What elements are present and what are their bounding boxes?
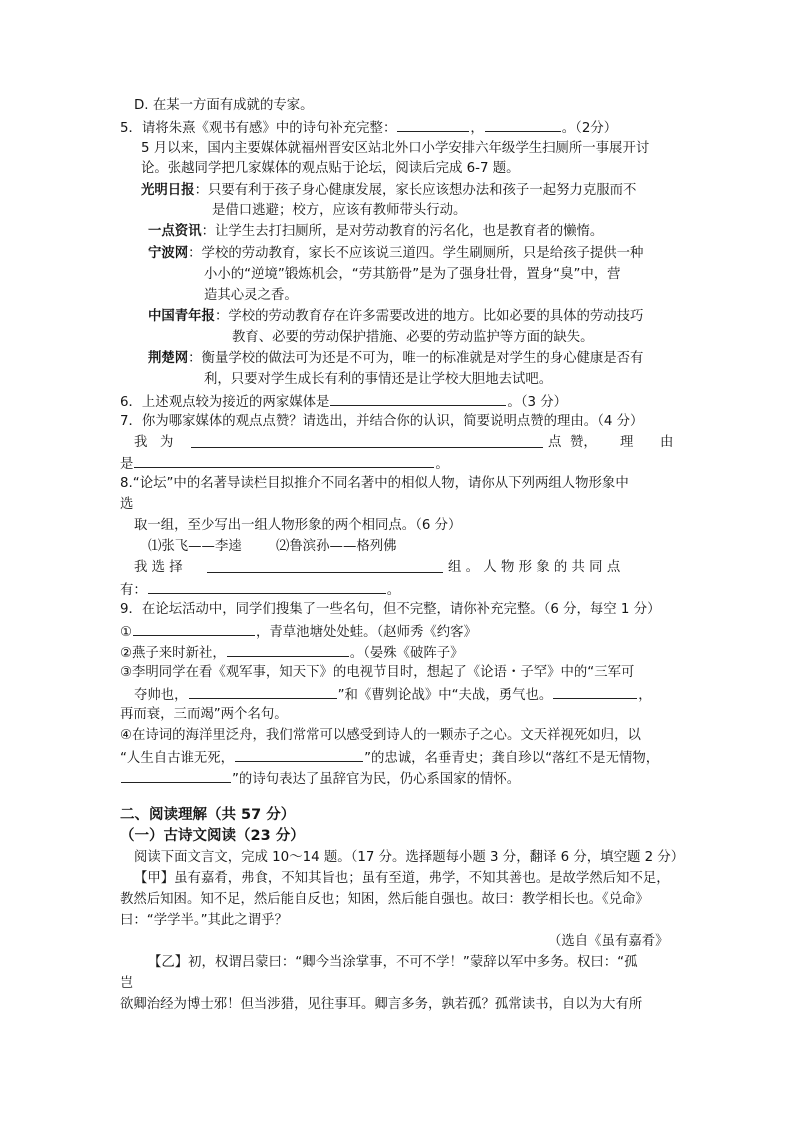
q7-shi: 是	[120, 457, 134, 472]
media-text: ：只要有利于孩子身心健康发展，家长应该想办法和孩子一起努力克服而不	[194, 183, 637, 198]
jia-line-3: 曰：“学学半。”其此之谓乎？	[120, 913, 288, 928]
media-ningbo-line-3: 造其心灵之香。	[204, 288, 298, 303]
q9-item-2-head: ②燕子来时新社，	[120, 646, 226, 661]
jia-line-1: 【甲】虽有嘉肴，弗食，不知其旨也；虽有至道，弗学，不知其善也。是故学然后知不足，	[134, 871, 670, 886]
media-name: 光明日报	[141, 183, 195, 198]
media-zhongguoqingnian	[148, 308, 643, 326]
q7-wo: 我	[134, 435, 148, 450]
q5-line	[120, 118, 617, 138]
q8-answer-a: 我 选 择	[134, 560, 183, 575]
q7-end: 。	[435, 457, 449, 472]
media-text: ：让学生去打扫厕所，是对劳动教育的污名化，也是教育者的懒惰。	[201, 224, 604, 239]
media-guangming-line-2: 是借口逃避；校方，应该有教师带头行动。	[212, 203, 467, 218]
yi-line-1: 【乙】初，权谓吕蒙曰：“卿今当涂掌事，不可不学！”蒙辞以军中多务。权曰：“孤	[148, 955, 638, 970]
q7-dian: 点	[548, 435, 562, 450]
q9-blank-4[interactable]	[553, 685, 637, 699]
media-ningbo-line-2: 小小的“逆境”锻炼机会，“劳其筋骨”是为了强身壮骨，置身“臭”中，营	[204, 267, 621, 282]
q8-option-2: ⑵鲁滨孙——格列佛	[276, 539, 397, 554]
section-2-instr: 阅读下面文言文，完成 10～14 题。（17 分。选择题每小题 3 分，翻译 6 分，填空题 2 分）	[134, 850, 685, 865]
q9-prompt: 9．在论坛活动中，同学们搜集了一些名句，但不完整，请你补充完整。（6 分，每空 1 分）	[120, 602, 661, 617]
media-name: 宁波网	[148, 246, 189, 261]
yi-line-3: 欲卿治经为博士邪！但当涉猎，见往事耳。卿言多务，孰若孤？孤常读书，自以为大有所	[120, 997, 643, 1012]
media-zhongguoqingnian-line-2: 教育、必要的劳动保护措施、必要的劳动监护等方面的缺失。	[232, 330, 594, 345]
q9-item-4-b: ”的忠诚，名垂青史；龚自珍以“落红不是无情物，	[364, 751, 660, 766]
media-ningbo	[148, 245, 643, 263]
q4-option-d: D. 在某一方面有成就的专家。	[134, 98, 314, 113]
q9-item-4-line-1: ④在诗词的海洋里泛舟，我们常常可以感受到诗人的一颗赤子之心。文天祥视死如归，以	[120, 728, 641, 743]
q8-answer-b: 组 。 人 物 形 象 的 共 同 点	[448, 560, 621, 575]
intro-line-1: 5 月以来，国内主要媒体就福州晋安区站北外口小学安排六年级学生扫厕所一事展开讨	[141, 141, 650, 156]
q9-item-4-a: “人生自古谁无死，	[120, 751, 235, 766]
q6-tail: 。（3 分）	[507, 395, 568, 410]
q8-option-1: ⑴张飞——李逵	[148, 539, 242, 554]
q8-answer-line	[120, 580, 400, 600]
section-2-sub-1: （一）古诗文阅读（23 分）	[120, 828, 305, 844]
q5-tail: 。（2分）	[561, 121, 618, 136]
q8-end: 。	[386, 583, 401, 598]
q5-comma: ，	[470, 121, 484, 136]
q9-item-1-tail: ，青草池塘处处蛙。（赵师秀《约客》	[256, 625, 477, 640]
q5-blank-1[interactable]	[397, 118, 469, 132]
media-yidian	[148, 223, 603, 241]
q9-item-3-a: 夺帅也，	[134, 688, 188, 703]
q7-zan: 赞，	[570, 435, 597, 450]
q9-item-2	[120, 643, 464, 663]
q5-blank-2[interactable]	[485, 118, 561, 132]
q8-line-2: 选	[120, 497, 134, 512]
media-name: 中国青年报	[148, 309, 215, 324]
q6-line	[120, 392, 567, 412]
yi-line-2: 岂	[120, 976, 134, 991]
q9-item-4-line-3	[120, 769, 520, 789]
media-jingchu	[148, 350, 643, 368]
media-name: 荆楚网	[148, 351, 189, 366]
q7-reason-line	[120, 454, 449, 474]
q6-blank[interactable]	[330, 392, 506, 406]
q9-item-1-num: ①	[120, 625, 133, 640]
q9-item-3-b: ”和《曹刿论战》中“夫战，勇气也。	[337, 688, 553, 703]
q9-item-3-line-2	[134, 685, 652, 705]
q7-wei: 为	[160, 435, 174, 450]
media-text: ：衡量学校的做法可为还是不可为，唯一的标准就是对学生的身心健康是否有	[188, 351, 644, 366]
media-name: 一点资讯	[148, 224, 202, 239]
q7-blank-media[interactable]	[190, 434, 544, 454]
q8-answer-c: 有：	[120, 583, 147, 598]
q9-item-3-line-3: 再而衰，三而竭”两个名句。	[120, 707, 288, 722]
q5-prompt: 5．请将朱熹《观书有感》中的诗句补充完整：	[120, 121, 397, 136]
q9-item-1	[120, 622, 477, 642]
q9-blank-2[interactable]	[227, 643, 349, 657]
q9-item-4-line-2	[120, 748, 659, 768]
q8-blank-group[interactable]	[206, 559, 444, 579]
q9-blank-1[interactable]	[133, 622, 255, 636]
media-text: ：学校的劳动教育存在许多需要改进的地方。比如必要的具体的劳动技巧	[214, 309, 644, 324]
media-guangming	[141, 182, 636, 200]
q7-you: 由	[660, 435, 674, 450]
jia-source: （选自《虽有嘉肴》	[548, 934, 669, 949]
q9-blank-5[interactable]	[235, 748, 363, 762]
q9-item-3-c: ，	[638, 688, 652, 703]
q9-item-4-tail: ”的诗句表达了虽辞官为民，仍心系国家的情怀。	[232, 772, 521, 787]
jia-line-2: 教然后知困。知不足，然后能自反也；知困，然后能自强也。故曰：教学相长也。《兑命》	[120, 892, 649, 907]
q8-line-1: 8.“论坛”中的名著导读栏目拟推介不同名著中的相似人物，请你从下列两组人物形象中	[120, 476, 629, 491]
q7-prompt: 7．你为哪家媒体的观点点赞？请选出，并结合你的认识，简要说明点赞的理由。（4 分）	[120, 414, 644, 429]
q9-blank-3[interactable]	[189, 685, 337, 699]
q9-item-2-tail: 。（晏殊《破阵子》	[349, 646, 464, 661]
media-text: ：学校的劳动教育，家长不应该说三道四。学生刷厕所，只是给孩子提供一种	[188, 246, 644, 261]
section-2-title: 二、阅读理解（共 57 分）	[120, 807, 296, 823]
q8-line-3: 取一组，至少写出一组人物形象的两个相同点。（6 分）	[134, 518, 462, 533]
q9-blank-6[interactable]	[121, 769, 231, 783]
q6-prompt: 6．上述观点较为接近的两家媒体是	[120, 395, 330, 410]
q9-item-3-line-1: ③李明同学在看《观军事，知天下》的电视节目时，想起了《论语・子罕》中的“三军可	[120, 665, 635, 680]
q7-blank-reason[interactable]	[134, 454, 434, 468]
media-jingchu-line-2: 利，只要对学生成长有利的事情还是让学校大胆地去试吧。	[204, 372, 553, 387]
q7-li: 理	[620, 435, 634, 450]
intro-line-2: 论。张越同学把几家媒体的观点贴于论坛，阅读后完成 6-7 题。	[141, 161, 520, 176]
q8-blank-similarity[interactable]	[148, 580, 386, 594]
